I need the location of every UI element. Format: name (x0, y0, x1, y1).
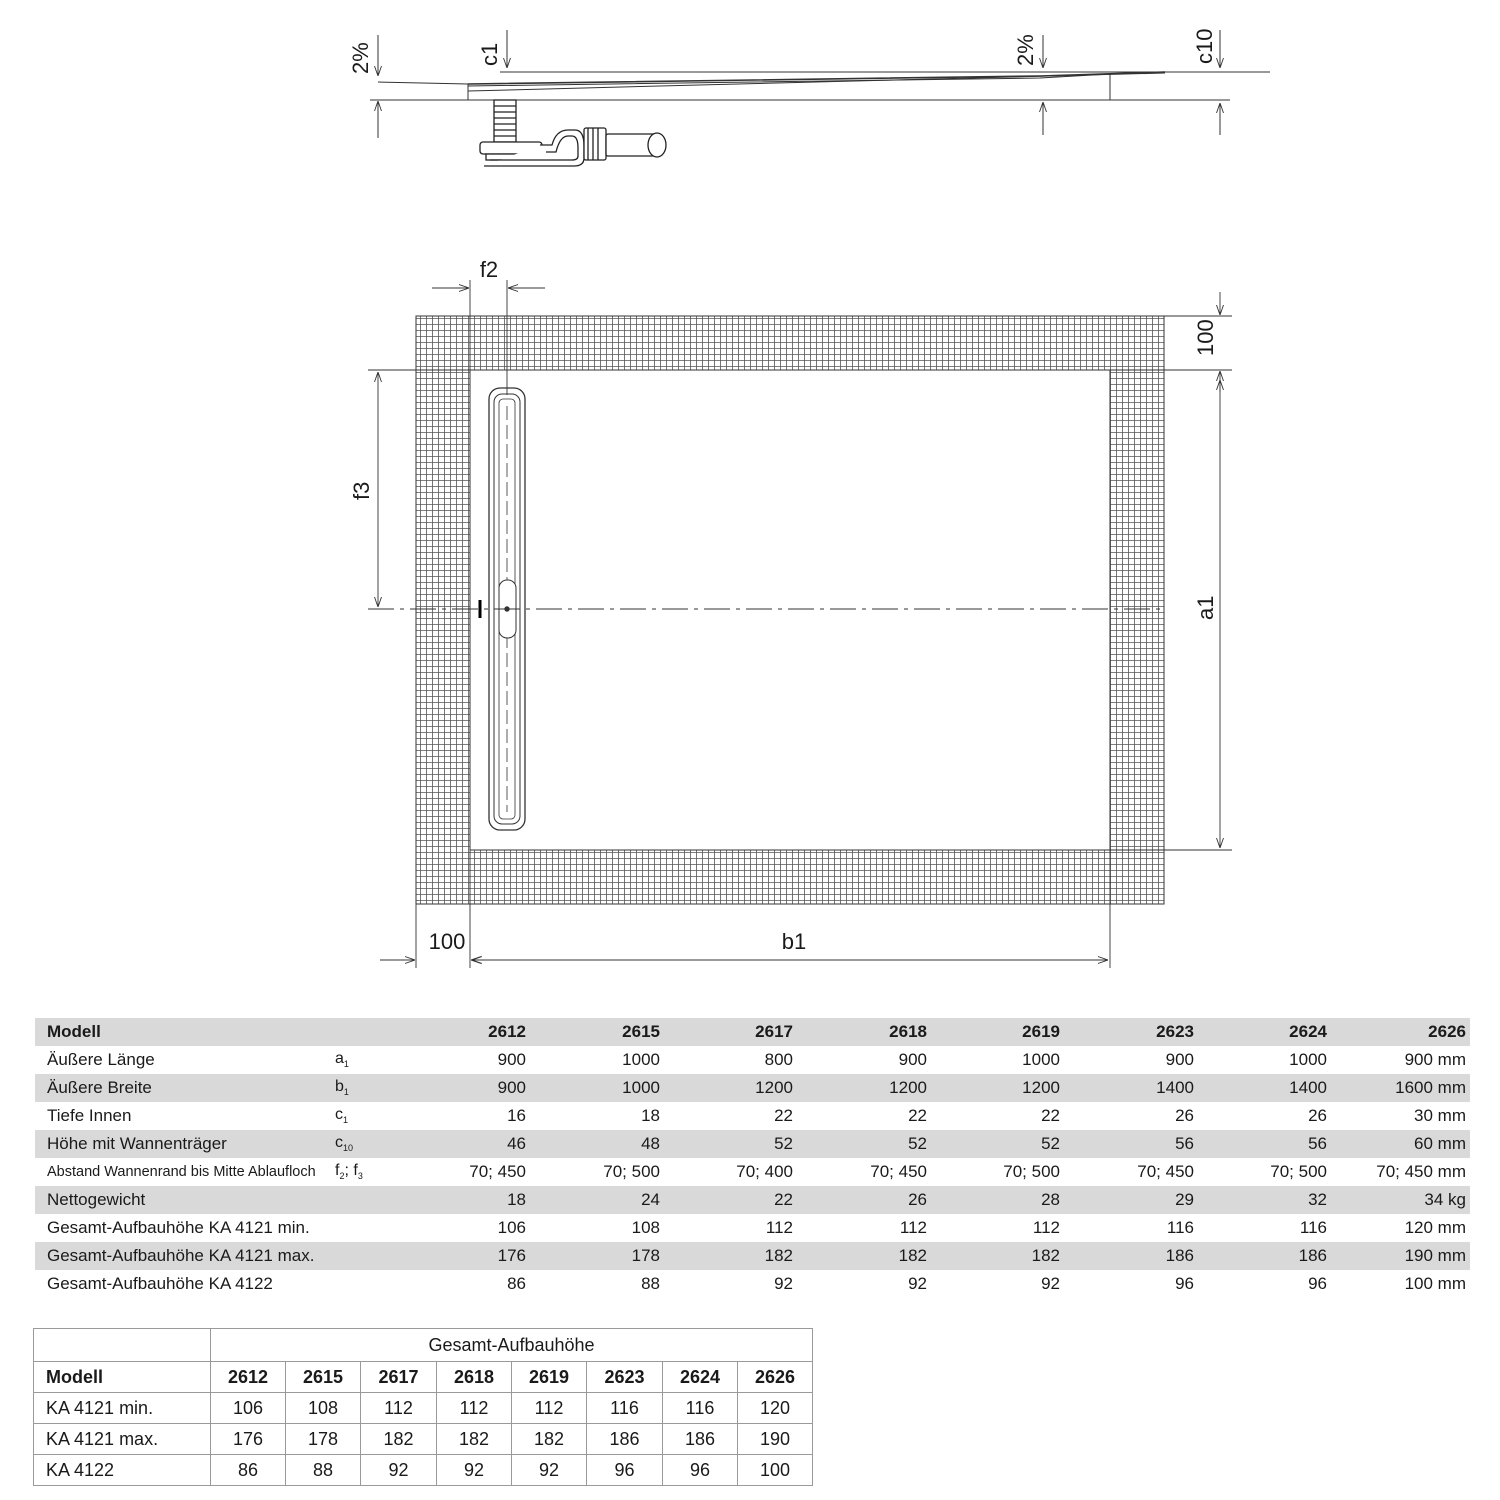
table-cell: 100 mm (1404, 1274, 1466, 1293)
row-label: KA 4121 max. (34, 1424, 211, 1455)
table-cell: 1600 mm (1331, 1074, 1470, 1102)
model-number: 2624 (1198, 1018, 1331, 1046)
table-cell: 52 (664, 1130, 797, 1158)
row-symbol: $b_1$ (335, 1074, 397, 1102)
table-cell: 96 (1308, 1274, 1327, 1293)
top-border-label: 100 (1193, 319, 1218, 356)
model-number: 2615 (286, 1362, 361, 1393)
table-cell: 46 (397, 1130, 530, 1158)
model-number: 2617 (664, 1018, 797, 1046)
table-cell: 108 (286, 1393, 361, 1424)
table-cell: 30 mm (1414, 1106, 1466, 1125)
tray-left-edge (378, 82, 468, 100)
table-cell: 182 (797, 1242, 931, 1270)
table-cell: 32 (1198, 1186, 1331, 1214)
table-row (35, 1242, 1470, 1270)
row-symbol: $c_1$ (335, 1106, 349, 1126)
height-table (33, 1328, 813, 1486)
row-label: Tiefe Innen (47, 1106, 132, 1125)
table-cell: 108 (631, 1218, 660, 1237)
table-cell: 26 (1175, 1106, 1194, 1125)
table-cell: 116 (587, 1393, 663, 1424)
table-row (35, 1214, 1470, 1242)
left-border-label: 100 (428, 929, 466, 954)
table-cell: 900 (497, 1050, 526, 1069)
row-symbol: $c_{10}$ (335, 1130, 397, 1158)
table-cell: 22 (1041, 1106, 1060, 1125)
slope-left-label: 2% (348, 42, 373, 74)
table-cell: 86 (507, 1274, 526, 1293)
model-number: 2612 (397, 1018, 530, 1046)
row-symbol: $f_2$; $f_3$ (335, 1162, 363, 1182)
table-row (35, 1130, 1470, 1158)
table-cell: 178 (286, 1424, 361, 1455)
plan-view (368, 280, 1232, 968)
table-cell: 1400 (1198, 1074, 1331, 1102)
table-cell: 96 (663, 1455, 738, 1486)
table-row (35, 1102, 1470, 1130)
table-cell: 106 (497, 1218, 526, 1237)
section-view (370, 30, 1270, 166)
table-row (34, 1424, 813, 1455)
row-label: Gesamt-Aufbauhöhe KA 4121 min. (47, 1218, 310, 1237)
table-cell: 190 (738, 1424, 813, 1455)
table-cell: 1200 (664, 1074, 797, 1102)
table-cell: 28 (931, 1186, 1064, 1214)
row-label: KA 4121 min. (34, 1393, 211, 1424)
f2-label: f2 (479, 257, 499, 282)
model-number: 2624 (663, 1362, 738, 1393)
table-cell: 176 (211, 1424, 286, 1455)
row-label: Abstand Wannenrand bis Mitte Ablaufloch (47, 1164, 316, 1180)
table-cell: 92 (437, 1455, 512, 1486)
table-cell: 112 (899, 1218, 927, 1237)
table-cell: 70; 450 mm (1376, 1162, 1466, 1181)
table-cell: 22 (774, 1106, 793, 1125)
b1-label: b1 (781, 929, 807, 954)
model-number: 2626 (738, 1362, 813, 1393)
height-caption-row (34, 1329, 813, 1362)
table-cell: 900 (1165, 1050, 1194, 1069)
table-cell: 1000 (1289, 1050, 1327, 1069)
height-header-row (34, 1362, 813, 1393)
table-cell: 29 (1064, 1186, 1198, 1214)
table-cell: 112 (1032, 1218, 1060, 1237)
model-number: 2615 (530, 1018, 664, 1046)
table-cell: 34 kg (1331, 1186, 1470, 1214)
table-cell: 120 mm (1404, 1218, 1466, 1237)
table-cell: 96 (1175, 1274, 1194, 1293)
table-cell: 182 (361, 1424, 437, 1455)
table-cell: 186 (1064, 1242, 1198, 1270)
table-cell: 178 (530, 1242, 664, 1270)
tray-inner-area (470, 370, 1110, 850)
table-cell: 48 (530, 1130, 664, 1158)
table-cell: 186 (663, 1424, 738, 1455)
table-row (35, 1270, 1470, 1298)
height-table-caption: Gesamt-Aufbauhöhe (211, 1329, 813, 1362)
table-cell: 800 (764, 1050, 793, 1069)
section-labels (348, 29, 1217, 74)
model-number: 2619 (931, 1018, 1064, 1046)
row-symbol: $a_1$ (335, 1050, 349, 1070)
table-cell: 70; 450 (1137, 1162, 1194, 1181)
table-cell: 56 (1064, 1130, 1198, 1158)
table-cell: 70; 500 (1270, 1162, 1327, 1181)
table-cell: 88 (286, 1455, 361, 1486)
c1-label: c1 (477, 42, 502, 66)
table-row (34, 1455, 813, 1486)
model-number: 2623 (587, 1362, 663, 1393)
table-cell: 22 (908, 1106, 927, 1125)
row-label: KA 4122 (34, 1455, 211, 1486)
table-cell: 70; 500 (1003, 1162, 1060, 1181)
f3-label: f3 (349, 481, 374, 500)
table-cell: 88 (641, 1274, 660, 1293)
c10-label: c10 (1192, 28, 1217, 64)
table-cell: 186 (587, 1424, 663, 1455)
table-cell: 92 (361, 1455, 437, 1486)
table-cell: 182 (931, 1242, 1064, 1270)
table-cell: 52 (931, 1130, 1064, 1158)
table-cell: 70; 450 (469, 1162, 526, 1181)
table-row (34, 1393, 813, 1424)
table-cell: 182 (512, 1424, 587, 1455)
spec-header-row (35, 1018, 1470, 1046)
table-cell: 120 (738, 1393, 813, 1424)
table-cell: 182 (664, 1242, 797, 1270)
table-cell: 176 (397, 1242, 530, 1270)
row-label: Höhe mit Wannenträger (35, 1130, 335, 1158)
table-cell: 900 (898, 1050, 927, 1069)
tray-surface-under (468, 74, 1110, 100)
table-cell: 26 (1308, 1106, 1327, 1125)
table-cell: 70; 450 (870, 1162, 927, 1181)
row-label: Äußere Länge (47, 1050, 155, 1069)
model-number: 2618 (437, 1362, 512, 1393)
table-cell: 22 (664, 1186, 797, 1214)
table-cell: 92 (1041, 1274, 1060, 1293)
table-cell: 1000 (530, 1074, 664, 1102)
model-header: Modell (34, 1362, 211, 1393)
model-number: 2612 (211, 1362, 286, 1393)
slope-right-label: 2% (1013, 34, 1038, 66)
model-number: 2618 (797, 1018, 931, 1046)
table-cell: 116 (1166, 1218, 1194, 1237)
model-number: 2623 (1064, 1018, 1198, 1046)
table-cell: 182 (437, 1424, 512, 1455)
row-label: Äußere Breite (35, 1074, 335, 1102)
table-cell: 106 (211, 1393, 286, 1424)
table-cell: 70; 400 (736, 1162, 793, 1181)
drain-siphon (480, 100, 666, 166)
table-cell: 56 (1198, 1130, 1331, 1158)
table-cell: 18 (397, 1186, 530, 1214)
table-cell: 1000 (1022, 1050, 1060, 1069)
table-cell: 92 (512, 1455, 587, 1486)
table-cell: 1400 (1064, 1074, 1198, 1102)
table-cell: 1200 (797, 1074, 931, 1102)
table-cell: 900 mm (1404, 1050, 1466, 1069)
table-cell: 112 (437, 1393, 512, 1424)
table-cell: 1000 (622, 1050, 660, 1069)
table-cell: 1200 (931, 1074, 1064, 1102)
table-cell: 116 (663, 1393, 738, 1424)
table-cell: 86 (211, 1455, 286, 1486)
table-cell: 96 (587, 1455, 663, 1486)
table-cell: 190 mm (1331, 1242, 1470, 1270)
table-cell: 16 (507, 1106, 526, 1125)
table-cell: 52 (797, 1130, 931, 1158)
row-label: Gesamt-Aufbauhöhe KA 4121 max. (35, 1242, 397, 1270)
model-number: 2619 (512, 1362, 587, 1393)
spec-table (35, 1018, 1470, 1298)
table-cell: 92 (908, 1274, 927, 1293)
table-cell: 112 (361, 1393, 437, 1424)
table-cell: 112 (765, 1218, 793, 1237)
table-cell: 112 (512, 1393, 587, 1424)
table-row (35, 1186, 1470, 1214)
table-cell: 70; 500 (603, 1162, 660, 1181)
table-cell: 26 (797, 1186, 931, 1214)
row-label: Gesamt-Aufbauhöhe KA 4122 (47, 1274, 273, 1293)
table-cell: 900 (397, 1074, 530, 1102)
model-header: Modell (35, 1018, 335, 1046)
model-number: 2617 (361, 1362, 437, 1393)
table-cell: 18 (641, 1106, 660, 1125)
table-cell: 186 (1198, 1242, 1331, 1270)
table-cell: 24 (530, 1186, 664, 1214)
table-cell: 60 mm (1331, 1130, 1470, 1158)
table-row (35, 1074, 1470, 1102)
a1-label: a1 (1193, 595, 1218, 620)
table-cell: 116 (1299, 1218, 1327, 1237)
table-cell: 100 (738, 1455, 813, 1486)
table-row (35, 1046, 1470, 1074)
table-row (35, 1158, 1470, 1186)
table-cell: 92 (774, 1274, 793, 1293)
row-label: Nettogewicht (35, 1186, 335, 1214)
model-number: 2626 (1331, 1018, 1470, 1046)
